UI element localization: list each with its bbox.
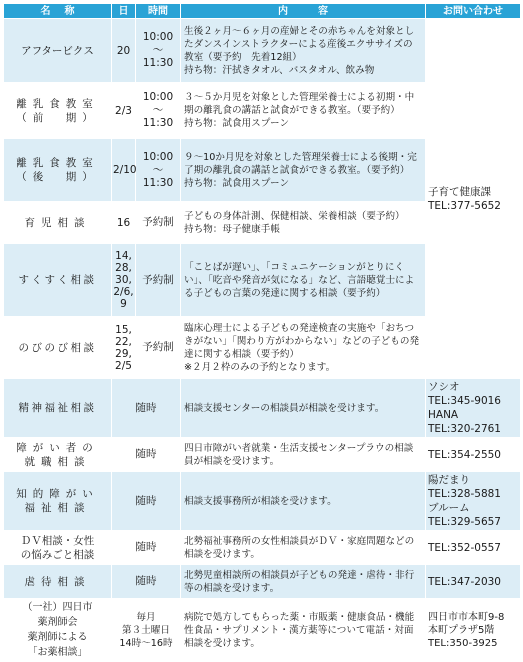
row-detail: 臨床心理士による子どもの発達検査の実施や「おちつきがない」「関わり方がわからない」などの子どもの発達に関する相談（要予約） ※２月２枠のみの予約となります。 [181,317,426,379]
row-day: 2/3 [112,83,136,139]
row-time: 10:00 〜 11:30 [136,139,181,202]
row-name: のびのび相談 [4,317,112,379]
row-day: 20 [112,19,136,83]
table-header-row [4,4,521,19]
row-time: 随時 [112,531,181,565]
row-day: 16 [112,202,136,244]
row-name: ＤＶ相談・女性 の悩みごと相談 [4,531,112,565]
row-contact: TEL:354-2550 [426,438,521,472]
row-name: 虐待相談 [4,565,112,599]
row-detail: 「ことばが遅い」、「コミュニケーションがとりにくい」、「吃音や発音が気になる」など、言語聴覚士による子どもの言葉の発達に関する相談（要予約） [181,244,426,317]
row-detail: 北勢福祉事務所の女性相談員がＤＶ・家庭問題などの相談を受けます。 [181,531,426,565]
row-day: 2/10 [112,139,136,202]
row-time: 予約制 [136,244,181,317]
table-row [4,19,521,83]
consultation-schedule-table [3,3,521,662]
row-name: 精神福祉相談 [4,379,112,438]
row-time: 随時 [112,379,181,438]
row-detail: 四日市障がい者就業・生活支援センタープラウの相談員が相談を受けます。 [181,438,426,472]
header-contact: お問い合わせ [426,4,521,19]
row-detail: 病院で処方してもらった薬・市販薬・健康食品・機能性食品・サプリメント・漢方薬等について電話・対面相談を受けます。 [181,599,426,662]
row-name: 障がい者の 就職相談 [4,438,112,472]
row-detail: 生後２ヶ月〜６ヶ月の産婦とその赤ちゃんを対象としたダンスインストラクターによる産後エクササイズの教室（要予約 先着12組） 持ち物：汗拭きタオル、バスタオル、飲み物 [181,19,426,83]
row-day: 14, 28, 30, 2/6, 9 [112,244,136,317]
table-row [4,472,521,531]
row-name: アフタービクス [4,19,112,83]
row-detail: ９〜10か月児を対象とした管理栄養士による後期・完了期の離乳食の講話と試食ができる教室。（要予約） 持ち物：試食用スプーン [181,139,426,202]
row-name: すくすく相談 [4,244,112,317]
header-time: 時間 [136,4,181,19]
row-name: 離乳食教室 （後 期） [4,139,112,202]
table-row [4,599,521,662]
header-detail: 内容 [181,4,426,19]
row-name: 知的障がい 福祉相談 [4,472,112,531]
row-contact: 陽だまり TEL:328-5881 ブルーム TEL:329-5657 [426,472,521,531]
row-detail: 相談支援センターの相談員が相談を受けます。 [181,379,426,438]
header-name: 名称 [4,4,112,19]
row-time: 随時 [112,472,181,531]
row-contact: 四日市市本町9-8 本町プラザ5階 TEL:350-3925 [426,599,521,662]
row-detail: ３〜５か月児を対象とした管理栄養士による初期・中期の離乳食の講話と試食ができる教室。（要予約） 持ち物：試食用スプーン [181,83,426,139]
row-name: 育児相談 [4,202,112,244]
row-detail: 北勢児童相談所の相談員が子どもの発達・虐待・非行等の相談を受けます。 [181,565,426,599]
row-contact: TEL:347-2030 [426,565,521,599]
row-time: 毎月 第３土曜日 14時〜16時 [112,599,181,662]
row-name: （一社）四日市 薬剤師会 薬剤師による 「お薬相談」 [4,599,112,662]
table-row [4,438,521,472]
row-contact: TEL:352-0557 [426,531,521,565]
row-time: 随時 [112,565,181,599]
header-day: 日 [112,4,136,19]
row-contact: ソシオ TEL:345-9016 HANA TEL:320-2761 [426,379,521,438]
row-name: 離乳食教室 （前 期） [4,83,112,139]
shared-contact: 子育て健康課 TEL:377-5652 [426,19,521,379]
table-row [4,379,521,438]
row-day: 15, 22, 29, 2/5 [112,317,136,379]
row-time: 予約制 [136,317,181,379]
table-row [4,565,521,599]
row-detail: 相談支援事務所が相談を受けます。 [181,472,426,531]
row-time: 10:00 〜 11:30 [136,83,181,139]
table-row [4,531,521,565]
row-time: 10:00 〜 11:30 [136,19,181,83]
row-detail: 子どもの身体計測、保健相談、栄養相談（要予約） 持ち物：母子健康手帳 [181,202,426,244]
row-time: 随時 [112,438,181,472]
row-time: 予約制 [136,202,181,244]
